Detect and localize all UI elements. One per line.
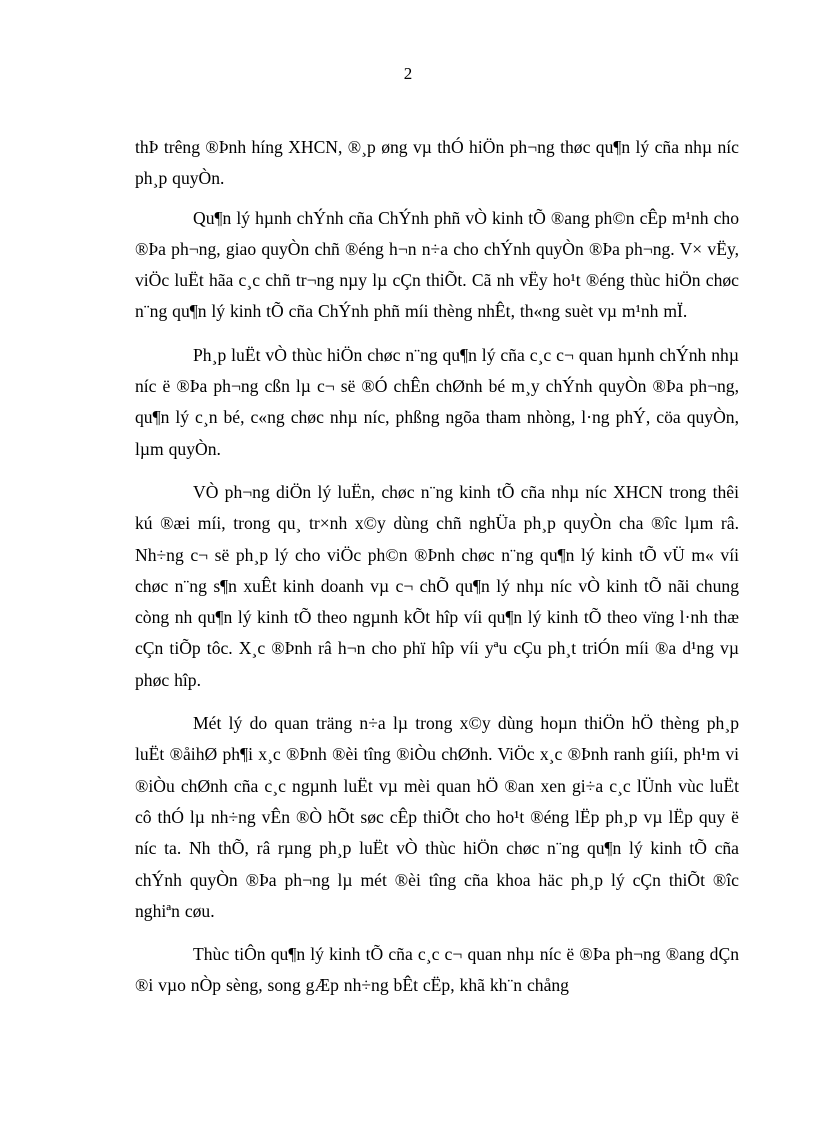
paragraph-2: Qu¶n lý hµnh chÝnh cña ChÝnh phñ vÒ kinh tÕ ®ang ph©n cÊp m¹nh cho ®Þa ph¬ng, giao quyÒn chñ ®éng h¬n n÷a cho chÝnh quyÒn ®Þa ph¬ng. V× vËy, viÖc luËt hãa c¸c chñ tr¬ng nµy lµ cÇn thiÕt. Cã nh vËy ho¹t ®éng thùc hiÖn chøc n¨ng qu¶n lý kinh tÕ cña ChÝnh phñ míi thèng nhÊt, th«ng suèt vµ m¹nh mÏ. <box>135 207 739 322</box>
document-body <box>135 132 739 1014</box>
paragraph-3: Ph¸p luËt vÒ thùc hiÖn chøc n¨ng qu¶n lý cña c¸c c¬ quan hµnh chÝnh nhµ níc ë ®Þa ph¬ng cßn lµ c¬ së ®Ó chÊn chØnh bé m¸y chÝnh quyÒn ®Þa ph¬ng, qu¶n lý c¸n bé, c«ng chøc nhµ níc, phßng ngõa tham nhòng, l·ng phÝ, cöa quyÒn, lµm quyÒn. <box>135 344 739 459</box>
paragraph-5: Mét lý do quan träng n÷a lµ trong x©y dùng hoµn thiÖn hÖ thèng ph¸p luËt ®åihØ ph¶i x¸c ®Þnh ®èi tîng ®iÒu chØnh. ViÖc x¸c ®Þnh ranh giíi, ph¹m vi ®iÒu chØnh cña c¸c ngµnh luËt vµ mèi quan hÖ ®an xen gi÷a c¸c lÜnh vùc luËt cô thÓ lµ nh÷ng vÊn ®Ò hÕt søc cÊp thiÕt cho ho¹t ®éng lËp ph¸p vµ lËp quy ë níc ta. Nh thÕ, râ rµng ph¸p luËt vÒ thùc hiÖn chøc n¨ng qu¶n lý kinh tÕ cña chÝnh quyÒn ®Þa ph¬ng lµ mét ®èi tîng cña khoa häc ph¸p lý cÇn thiÕt ®îc nghiªn cøu. <box>135 713 739 921</box>
page-number: 2 <box>403 64 413 83</box>
paragraph-4: VÒ ph¬ng diÖn lý luËn, chøc n¨ng kinh tÕ cña nhµ níc XHCN trong thêi kú ®æi míi, trong qu¸ tr×nh x©y dùng chñ nghÜa ph¸p quyÒn cha ®îc lµm râ. Nh÷ng c¬ së ph¸p lý cho viÖc ph©n ®Þnh chøc n¨ng qu¶n lý kinh tÕ vÜ m« víi chøc n¨ng s¶n xuÊt kinh doanh vµ c¬ chÕ qu¶n lý nhµ níc vÒ kinh tÕ nãi chung còng nh qu¶n lý kinh tÕ theo ngµnh kÕt hîp víi qu¶n lý kinh tÕ theo vïng l·nh thæ cÇn tiÕp tôc. X¸c ®Þnh râ h¬n cho phï hîp víi yªu cÇu ph¸t triÓn míi ®a d¹ng vµ phøc hîp. <box>135 481 739 690</box>
paragraph-1: thÞ trêng ®Þnh híng XHCN, ®¸p øng vµ thÓ hiÖn ph¬ng thøc qu¶n lý cña nhµ níc ph¸p quyÒn. <box>135 137 739 189</box>
paragraph-6: Thùc tiÔn qu¶n lý kinh tÕ cña c¸c c¬ quan nhµ níc ë ®Þa ph¬ng ®ang dÇn ®i vµo nÒp sèng, song gÆp nh÷ng bÊt cËp, khã kh¨n chång <box>135 944 739 996</box>
